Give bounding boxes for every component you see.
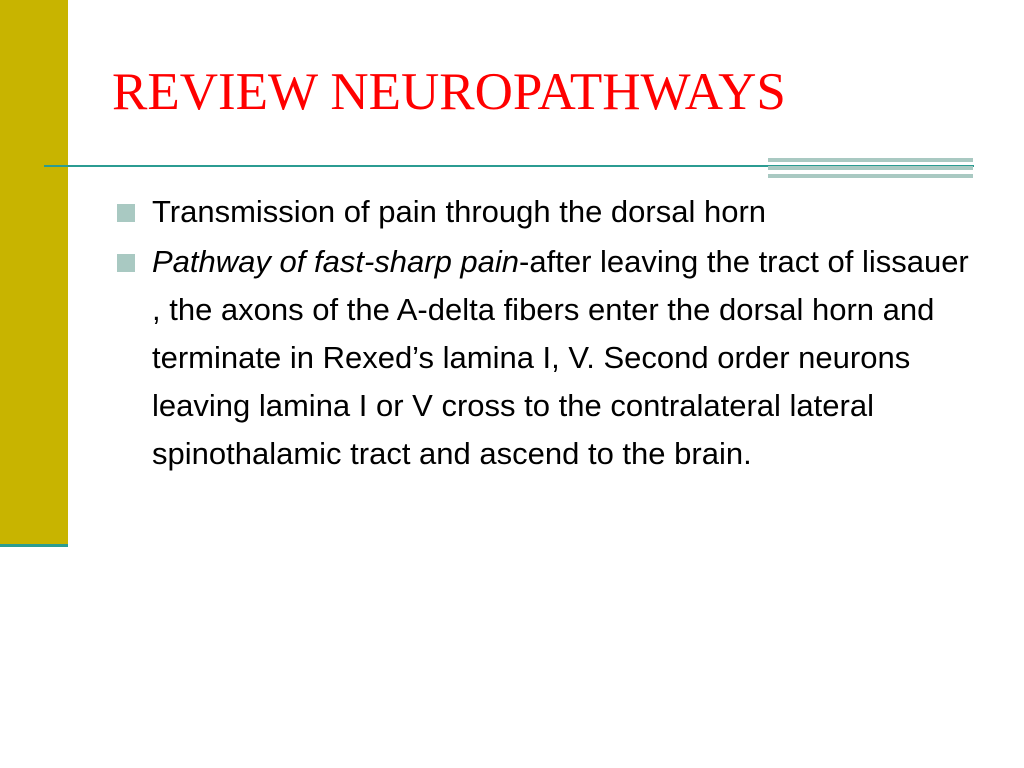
bullet-item-fast-sharp-pain (117, 238, 977, 478)
accent-stripe-top (768, 158, 973, 162)
bullet-list (117, 188, 977, 480)
bullet-text: Transmission of pain through the dorsal horn (152, 194, 767, 229)
square-bullet-icon (117, 204, 135, 222)
square-bullet-icon (117, 254, 135, 272)
accent-stripe-bottom (768, 174, 973, 178)
slide-title: REVIEW NEUROPATHWAYS (112, 63, 786, 121)
bullet-text: -after leaving the tract of lissauer , the axons of the A-delta fibers enter the dorsal horn and terminate in Rexed’s lamina I, V. Second order neurons leaving lamina I or V cross to the contralateral lateral spinothalamic tract and ascend to the brain. (152, 244, 969, 471)
left-decorative-bar (0, 0, 68, 545)
bullet-italic-lead: Pathway of fast-sharp pain (152, 244, 520, 279)
bullet-item-transmission (117, 188, 977, 236)
accent-stripe-middle (768, 166, 973, 170)
left-bar-underline (0, 544, 68, 547)
